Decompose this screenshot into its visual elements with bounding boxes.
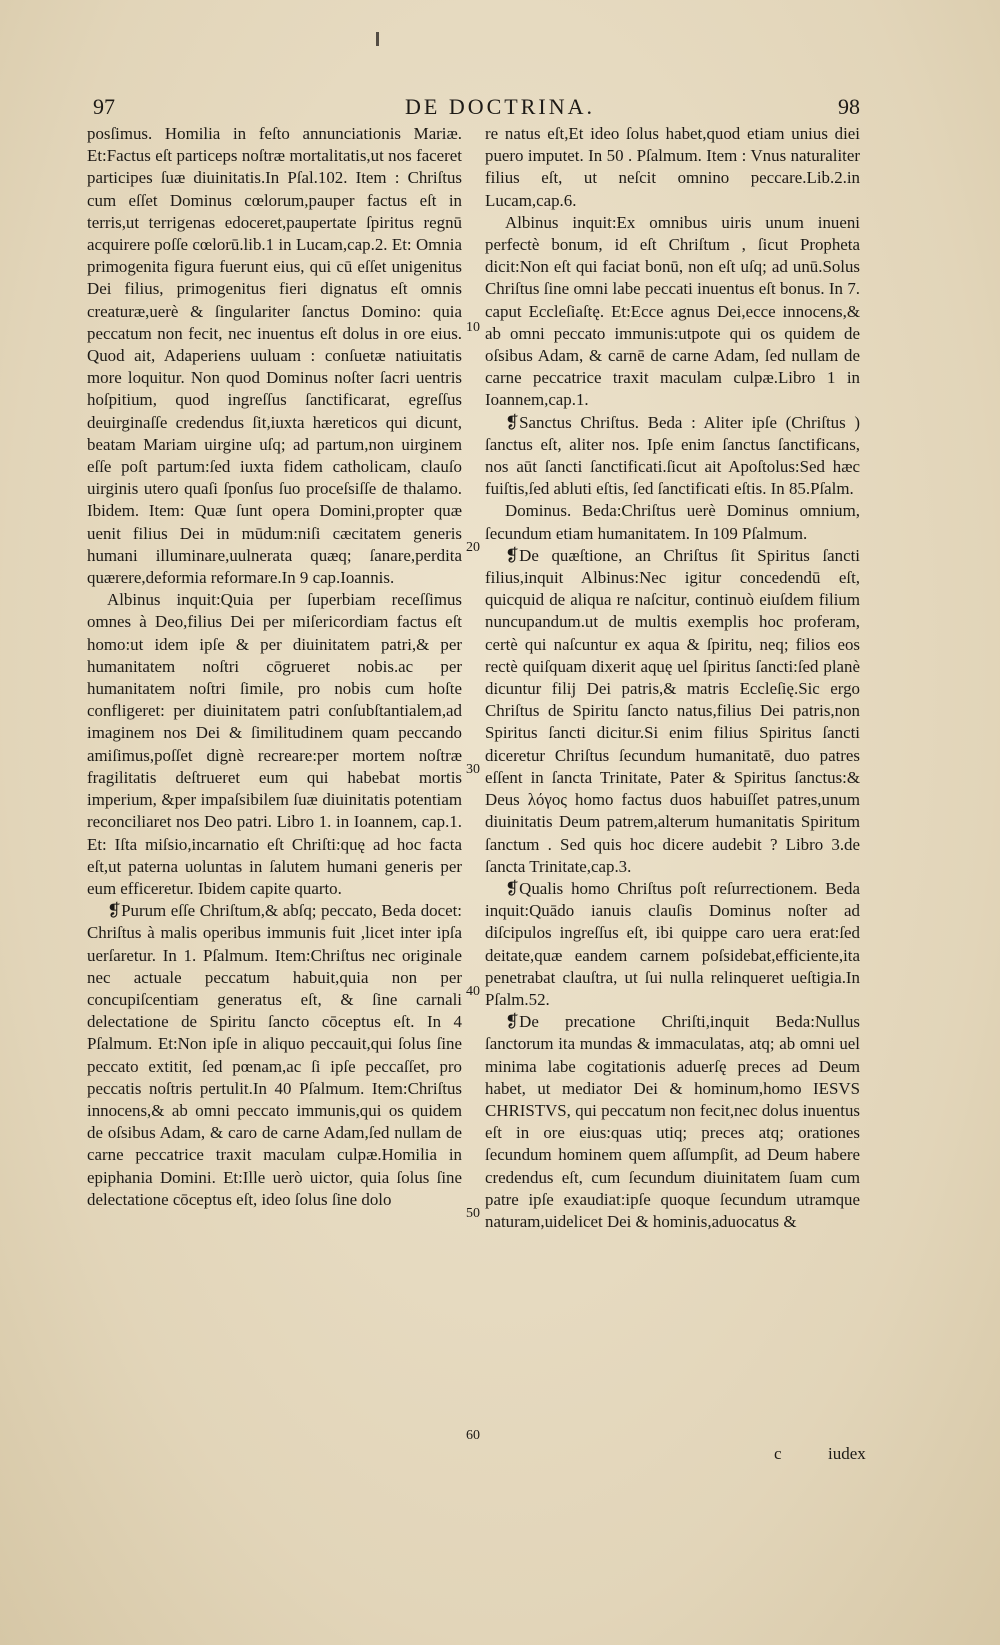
- folio-number-right: 98: [838, 94, 860, 119]
- right-paragraph-4: Dominus. Beda:Chriſtus uerè Dominus omnium, ſecundum etiam humanitatem. In 109 Pſalmum.: [485, 501, 860, 543]
- right-text-column: [485, 123, 860, 1233]
- right-paragraph-6: ❡Qualis homo Chriſtus poſt reſurrectionem. Beda inquit:Quādo ianuis clauſis Dominus noſter ad diſcipulos ingreſſus eſt, ibi quippe caro uera erat:ſed deitate,quæ eandem carnem poſsidebat,efficiente,ita penetrabat clauſtra, ut ſui nulla relinqueret ueſtigia.In Pſalm.52.: [485, 878, 860, 1009]
- line-number: 50: [466, 1206, 480, 1221]
- line-number: 20: [466, 540, 480, 555]
- left-paragraph-2: Albinus inquit:Quia per ſuperbiam receſſimus omnes à Deo,filius Dei per miſericordiam factus eſt homo:ut idem ipſe & per diuinitatem patri,& per humanitatem noſtri cōgrueret nobis.ac per humanitatem noſtri ſimile, pro nobis cum hoſte confligeret: per diuinitatem patri conſubſtantialem,ad imaginem nos Dei & ſimilitudinem quam peccando amiſimus,poſſet dignè recreare:per mortem noſtræ fragilitatis deſtrueret eum qui habebat mortis imperium, &per impaſsibilem ſuæ diuinitatis potentiam reconciliaret nos Deo patri. Libro 1. in Ioannem, cap.1. Et: Iſta miſsio,incarnatio eſt Chriſti:quę ad hoc facta eſt,ut paterna uoluntas in ſalutem humani generis per eum efficeretur. Ibidem capite quarto.: [87, 590, 462, 898]
- line-number: 60: [466, 1428, 480, 1443]
- line-number: 40: [466, 984, 480, 999]
- right-paragraph-3: ❡Sanctus Chriſtus. Beda : Aliter ipſe (Chriſtus ) ſanctus eſt, aliter nos. Ipſe enim ſanctus ſanctificans, nos aūt ſancti ſanctificati.ſicut ait Apoſtolus:Sed hæc fuiſtis,ſed abluti eſtis, ſed ſanctificati eſtis. In 85.Pſalm.: [485, 412, 860, 499]
- right-paragraph-1: re natus eſt,Et ideo ſolus habet,quod etiam unius diei puero imputet. In 50 . Pſalmum. Item : Vnus naturaliter filius eſt, ut neſcit omnino peccare.Lib.2.in Lucam,cap.6.: [485, 124, 860, 210]
- gutter-mark: [376, 32, 379, 46]
- right-paragraph-5: ❡De quæſtione, an Chriſtus ſit Spiritus ſancti filius,inquit Albinus:Nec igitur concedendū eſt, quicquid de aliqua re naſcitur, continuò eiuſdem filium nuncupandum.ut de multis exemplis hoc proferam, certè qui naſcuntur ex aqua & ſpiritu, neq; filios eos rectè quiſquam dixerit aquę uel ſpiritus ſancti:ſed planè dicuntur filij Dei patris,& matris Eccleſię.Sic ergo Chriſtus de Spiritu ſancto natus,filius Dei patris,non Spiritus ſancti dicitur.Si enim filius Spiritus ſancti diceretur Chriſtus ſecundum humanitatē, duo patres eſſent in ſancta Trinitate, Pater & Spiritus ſanctus:& Deus λόγος homo factus duos habuiſſet patres,unum diuinitatis Deum patrem,alterum humanitatis Spiritum ſanctum . Sed quis hoc dicere audebit ? Libro 3.de ſancta Trinitate,cap.3.: [485, 545, 860, 876]
- right-paragraph-2: Albinus inquit:Ex omnibus uiris unum inueni perfectè bonum, id eſt Chriſtum , ſicut Propheta dicit:Non eſt qui faciat bonū, non eſt uſq; ad unū.Solus Chriſtus ſine omni labe peccati inuentus eſt bonus. In 7. caput Eccleſiaſtę. Et:Ecce agnus Dei,ecce innocens,& ab omni peccato immunis:utpote qui os quidem de oſsibus Adam, & carnē de carne Adam, ſed nullam de carne peccatrice traxit maculam culpæ.Libro 1 in Ioannem,cap.1.: [485, 212, 860, 410]
- folio-number-left: 97: [93, 94, 115, 119]
- line-number: 30: [466, 762, 480, 777]
- right-paragraph-7: ❡De precatione Chriſti,inquit Beda:Nullus ſanctorum ita mundas & immaculatas, atq; ab omni uel minima labe cogitationis aduerſę preces ad Deum habet, ut mediator Dei & hominum,homo IESVS CHRISTVS, qui peccatum non fecit,nec dolus inuentus eſt in ore eius:quas utiq; preces atq; orationes ſecundum hominem quem aſſumpſit, ad Deum habere credendus eſt, cum ſecundum diuinitatem ſuam cum patre ipſe exaudiat:ipſe quoque ſecundum utramque naturam,uidelicet Dei & hominis,aduocatus &: [485, 1012, 860, 1231]
- signature-mark: c: [774, 1444, 782, 1463]
- line-number: 10: [466, 320, 480, 335]
- running-title: DE DOCTRINA.: [405, 94, 595, 119]
- catchword: iudex: [828, 1444, 866, 1463]
- left-paragraph-3: ❡Purum eſſe Chriſtum,& abſq; peccato, Beda docet: Chriſtus à malis operibus immunis fuit ,licet inter ipſa uerſaretur. In 1. Pſalmum. Item:Chriſtus nec originale nec actuale peccatum habuit,quia non per concupiſcentiam generatus eſt, & ſine carnali delectatione de Spiritu ſancto cōceptus eſt. In 4 Pſalmum. Et:Non ipſe in aliquo peccauit,qui ſolus ſine peccato extitit, ſed pœnam,ac ſi ipſe peccaſſet, pro peccatis noſtris pertulit.In 40 Pſalmum. Item:Chriſtus innocens,& ab omni peccato immunis,qui os quidem de oſsibus Adam, & caro de carne Adam,ſed nullam de carne peccatrice traxit maculam culpæ.Homilia in epiphania Domini. Et:Ille uerò uictor, quia ſolus ſine delectatione cōceptus eſt, ideo ſolus ſine dolo: [87, 901, 462, 1209]
- left-text-column: [87, 123, 462, 1211]
- page-header: [0, 94, 1000, 124]
- left-paragraph-1: posſimus. Homilia in feſto annunciationis Mariæ. Et:Factus eſt particeps noſtræ mortalitatis,ut nos faceret participes ſuæ diuinitatis.In Pſal.102. Item : Chriſtus cum eſſet Dominus cœlorum,pauper factus eſt in terris,ut terrigenas edoceret,paupertate ſpiritus regnū acquirere poſſe cœlorū.lib.1 in Lucam,cap.2. Et: Omnia primogenita figura fuerunt eius, qui cū eſſet unigenitus Dei filius, primogenitus fieri dignatus eſt omnis creaturæ,uerè & ſingulariter ſanctus Domino: quia peccatum non fecit, nec inuentus eſt dolus in ore eius. Quod ait, Adaperiens uuluam : conſuetæ natiuitatis more loquitur. Non quod Dominus noſter ſacri uentris hoſpitium, quod ingreſſus ſanctificarat, egreſſus deuirginaſſe credendus ſit,iuxta hæreticos qui dicunt, beatam Mariam uirgine uſq; ad partum,non uirginem eſſe poſt partum:ſed iuxta fidem catholicam, clauſo uirginis utero quaſi ſponſus ſuo proceſsiſſe de thalamo. Ibidem. Item: Quæ ſunt opera Domini,propter quæ uenit filius Dei in mūdum:niſi cæcitatem generis humani illuminare,uulnerata quæq; ſanare,perdita quærere,deformia reformare.In 9 cap.Ioannis.: [87, 124, 462, 588]
- page-footer: [0, 1444, 1000, 1468]
